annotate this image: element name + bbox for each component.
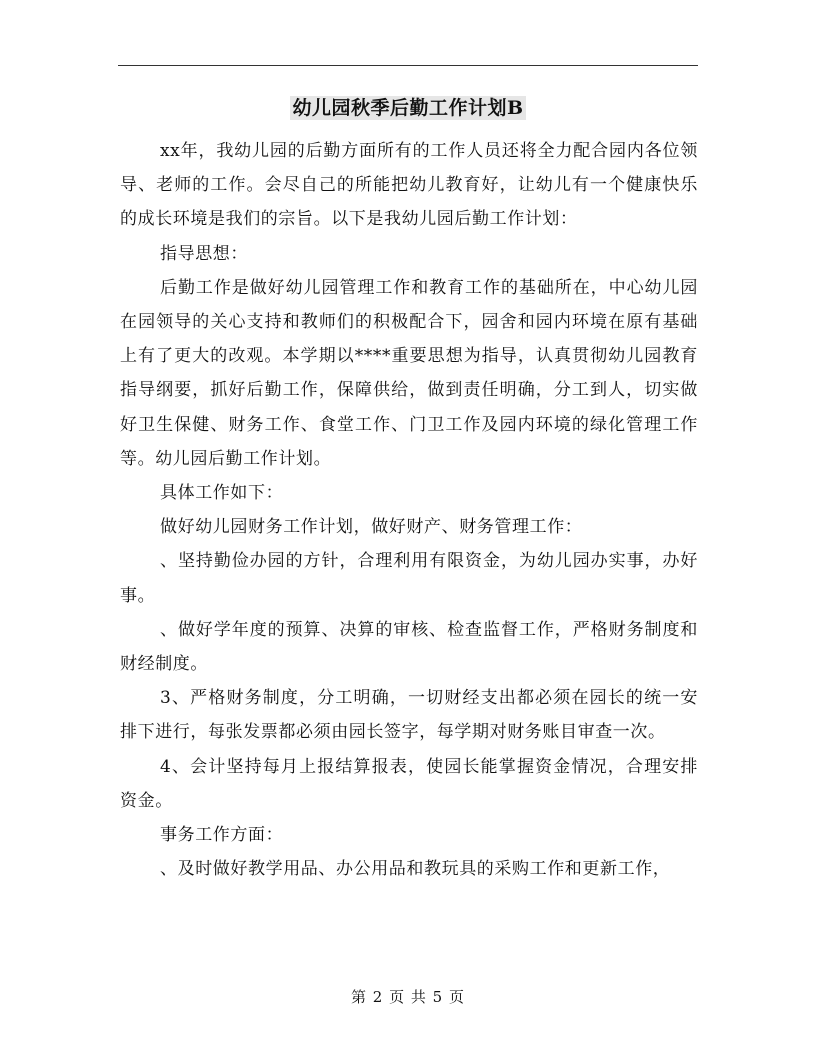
paragraph-specific-heading: 具体工作如下： — [160, 483, 284, 504]
paragraph-affairs-item-1: 、及时做好教学用品、办公用品和教玩具的采购工作和更新工作， — [160, 859, 671, 880]
paragraph-guiding-body: 后勤工作是做好幼儿园管理工作和教育工作的基础所在，中心幼儿园在园领导的关心支持和教师们的积极配合下，园舍和园内环境在原有基础上有了更大的改观。本学期以****重要思想为指导，认真贯彻幼儿园教育指导纲要，抓好后勤工作，保障供给，做到责任明确，分工到人，切实做好卫生保健、财务工作、食堂工作、门卫工作及园内环境的绿化管理工作等。幼儿园后勤工作计划。 — [120, 277, 698, 469]
document-body — [120, 134, 698, 886]
document-title-container — [0, 94, 816, 122]
paragraph-intro: xx年，我幼儿园的后勤方面所有的工作人员还将全力配合园内各位领导、老师的工作。会尽自己的所能把幼儿教育好，让幼儿有一个健康快乐的成长环境是我们的宗旨。以下是我幼儿园后勤工作计划： — [120, 141, 698, 230]
paragraph-guiding-heading: 指导思想： — [160, 243, 248, 264]
page-footer — [0, 987, 816, 1007]
paragraph-finance-item-4: 4、会计坚持每月上报结算报表，使园长能掌握资金情况，合理安排资金。 — [120, 756, 698, 811]
paragraph-affairs-heading: 事务工作方面： — [160, 825, 284, 846]
document-title: 幼儿园秋季后勤工作计划B — [292, 97, 524, 119]
paragraph-finance-item-2: 、做好学年度的预算、决算的审核、检查监督工作，严格财务制度和财经制度。 — [120, 619, 698, 675]
paragraph-finance-item-1: 、坚持勤俭办园的方针，合理利用有限资金，为幼儿园办实事，办好事。 — [120, 551, 698, 606]
paragraph-finance-heading: 做好幼儿园财务工作计划，做好财产、财务管理工作： — [160, 517, 583, 538]
paragraph-finance-item-3: 3、严格财务制度，分工明确，一切财经支出都必须在园长的统一安排下进行，每张发票都必须由园长签字，每学期对财务账目审查一次。 — [120, 688, 698, 743]
page-number: 第 2 页 共 5 页 — [351, 988, 465, 1006]
header-rule — [118, 65, 698, 66]
